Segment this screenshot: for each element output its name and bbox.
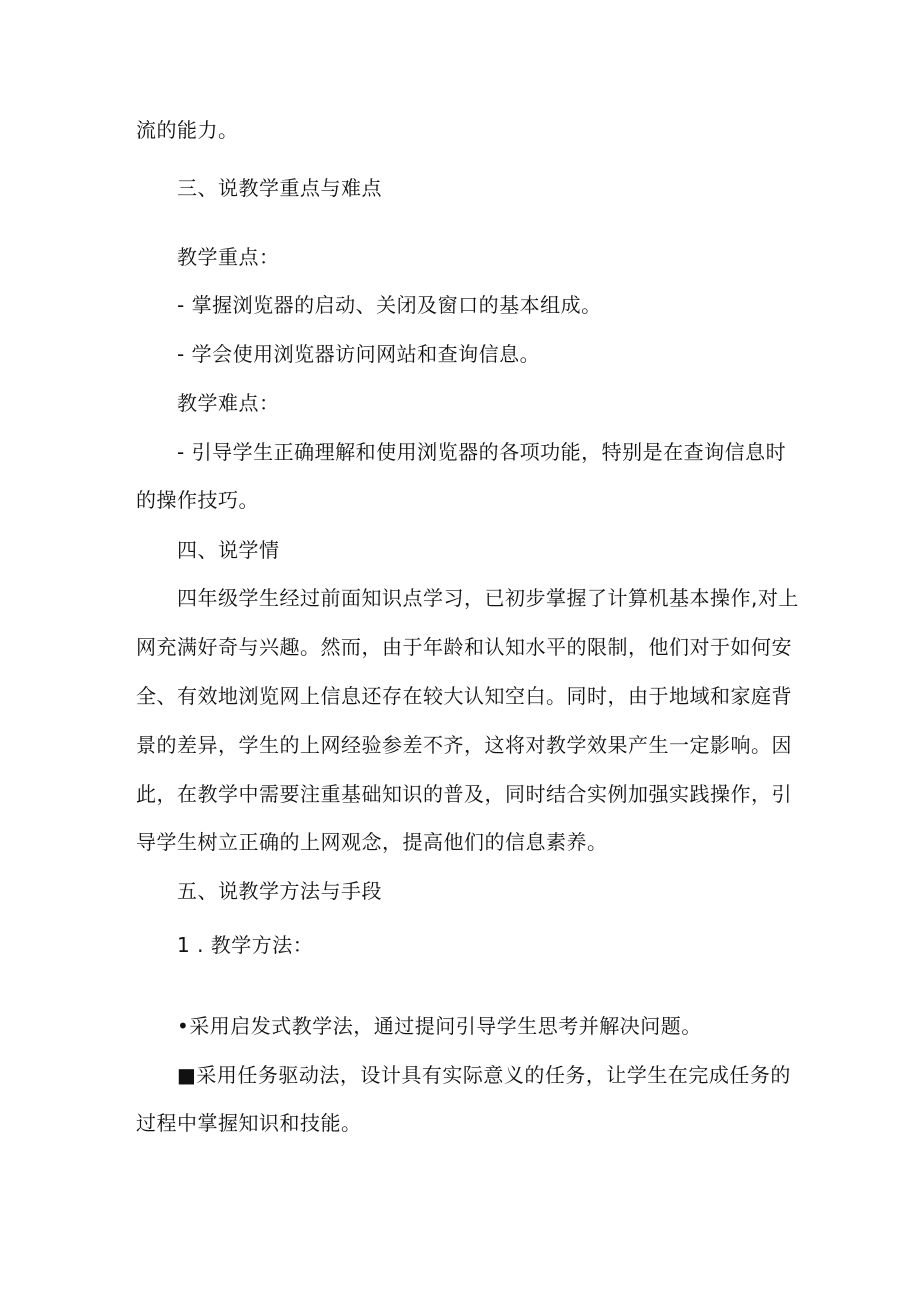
- paragraph-line: 网充满好奇与兴趣。然而，由于年龄和认知水平的限制，他们对于如何安: [136, 635, 792, 659]
- list-item: - 掌握浏览器的启动、关闭及窗口的基本组成。: [177, 293, 602, 317]
- bullet-item: ■采用任务驱动法，设计具有实际意义的任务，让学生在完成任务的: [177, 1063, 791, 1087]
- section-heading-4: 四、说学情: [177, 538, 280, 562]
- bullet-item: •采用启发式教学法，通过提问引导学生思考并解决问题。: [177, 1014, 702, 1038]
- list-item: - 学会使用浏览器访问网站和查询信息。: [177, 342, 541, 366]
- paragraph-line: 此，在教学中需要注重基础知识的普及，同时结合实例加强实践操作，引: [136, 782, 792, 806]
- list-item-continuation: 的操作技巧。: [136, 488, 259, 512]
- subheading-difficulties: 教学难点：: [177, 391, 280, 415]
- section-heading-5: 五、说教学方法与手段: [177, 879, 382, 903]
- section-heading-3: 三、说教学重点与难点: [177, 176, 382, 200]
- paragraph-line: 景的差异，学生的上网经验参差不齐，这将对教学效果产生一定影响。因: [136, 733, 792, 757]
- bullet-item-continuation: 过程中掌握知识和技能。: [136, 1111, 362, 1135]
- subheading-key-points: 教学重点：: [177, 245, 280, 269]
- numbered-heading: 1 . 教学方法：: [177, 933, 314, 957]
- paragraph-line: 四年级学生经过前面知识点学习，已初步掌握了计算机基本操作,对上: [177, 586, 799, 610]
- list-item: - 引导学生正确理解和使用浏览器的各项功能，特别是在查询信息时: [177, 440, 787, 464]
- paragraph-line: 导学生树立正确的上网观念，提高他们的信息素养。: [136, 830, 608, 854]
- paragraph-continuation: 流的能力。: [136, 118, 239, 142]
- paragraph-line: 全、有效地浏览网上信息还存在较大认知空白。同时，由于地域和家庭背: [136, 684, 792, 708]
